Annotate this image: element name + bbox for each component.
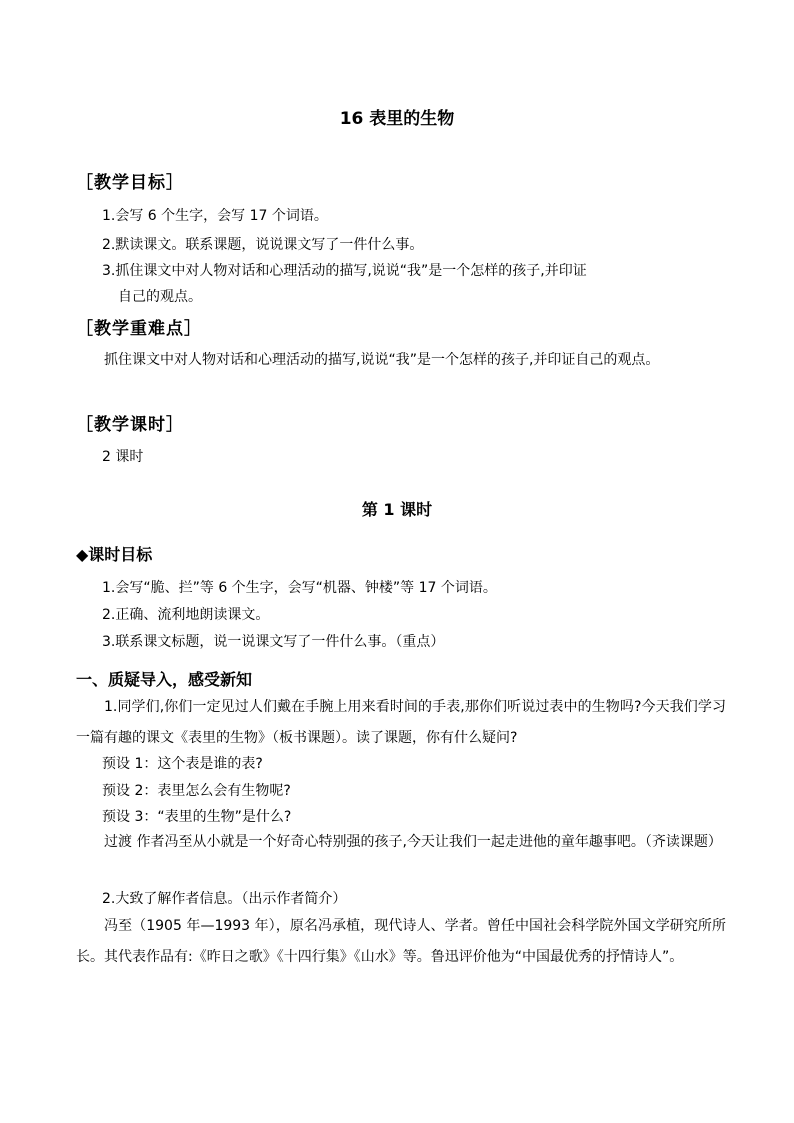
lesson-title: 第 1 课时	[361, 500, 433, 519]
preset-3: 预设 3：“表里的生物”是什么?	[102, 809, 292, 825]
keypoints-heading: ［教学重难点］	[76, 319, 202, 339]
objective-item-1: 1.会写 6 个生字，会写 17 个词语。	[102, 208, 328, 224]
author-info-line: 2.大致了解作者信息。（出示作者简介）	[102, 891, 347, 907]
objective-item-3: 3.抓住课文中对人物对话和心理活动的描写,说说“我”是一个怎样的孩子,并印证	[102, 263, 587, 279]
objective-item-3-cont: 自己的观点。	[118, 289, 202, 305]
preset-2: 预设 2：表里怎么会有生物呢?	[102, 783, 291, 799]
intro-paragraph: 1.同学们,你们一定见过人们戴在手腕上用来看时间的手表,那你们听说过表中的生物吗?今天我们学习一篇有趣的课文《表里的生物》（板书课题）。读了课题，你有什么疑问?	[76, 699, 726, 746]
section-heading: 一、质疑导入，感受新知	[76, 670, 253, 689]
objective-item-2: 2.默读课文。联系课题，说说课文写了一件什么事。	[102, 237, 424, 253]
preset-1: 预设 1：这个表是谁的表?	[102, 756, 263, 772]
transition-paragraph: 过渡 作者冯至从小就是一个好奇心特别强的孩子,今天让我们一起走进他的童年趣事吧。（齐读课题）	[104, 834, 722, 850]
lesson-goal-3: 3.联系课文标题，说一说课文写了一件什么事。（重点）	[102, 634, 445, 650]
keypoints-text: 抓住课文中对人物对话和心理活动的描写,说说“我”是一个怎样的孩子,并印证自己的观点。	[104, 352, 660, 368]
periods-text: 2 课时	[102, 449, 144, 465]
author-bio: 冯至（1905 年—1993 年），原名冯承植，现代诗人、学者。曾任中国社会科学院外国文学研究所所长。其代表作品有:《昨日之歌》《十四行集》《山水》等。鲁迅评价他为“中国最优秀的抒情诗人”。	[76, 918, 726, 965]
lesson-goal-1: 1.会写“脆、拦”等 6 个生字，会写“机器、钟楼”等 17 个词语。	[102, 580, 497, 596]
objectives-heading: ［教学目标］	[76, 173, 184, 193]
lesson-goals-heading: ◆课时目标	[76, 545, 153, 564]
periods-heading: ［教学课时］	[76, 415, 184, 435]
lesson-goal-2: 2.正确、流利地朗读课文。	[102, 607, 270, 623]
page-title: 16 表里的生物	[339, 109, 455, 129]
